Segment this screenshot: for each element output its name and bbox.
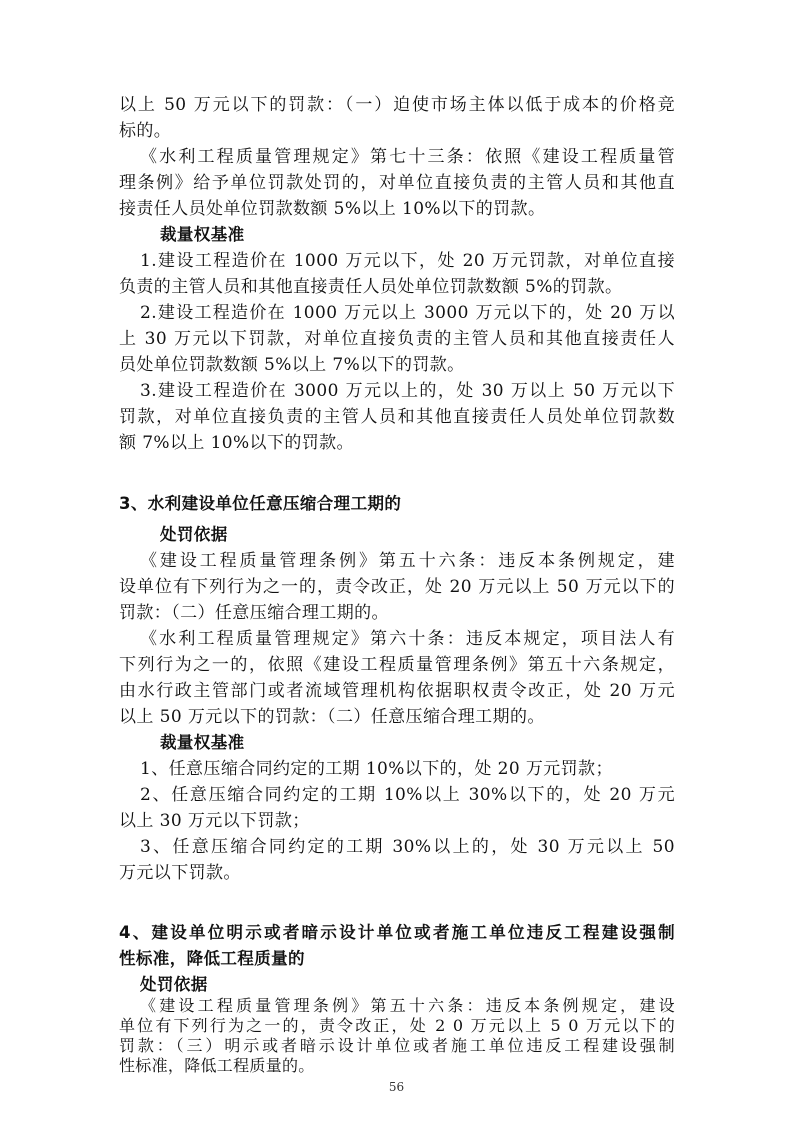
- section-heading: 性标准，降低工程质量的: [119, 949, 305, 968]
- text-line: 万元以下罚款。: [119, 863, 241, 883]
- text-line: 标的。: [119, 121, 172, 141]
- section-heading: 3、水利建设单位任意压缩合理工期的: [119, 494, 402, 513]
- section-heading: 4、建设单位明示或者暗示设计单位或者施工单位违反工程建设强制: [119, 923, 675, 942]
- subheading: 裁量权基准: [160, 733, 245, 752]
- text-line: 2、任意压缩合同约定的工期 10%以上 30%以下的，处 20 万元: [140, 785, 675, 805]
- text-line: 负责的主管人员和其他直接责任人员处单位罚款数额 5%的罚款。: [119, 277, 623, 297]
- text-line: 罚款：（三）明示或者暗示设计单位或者施工单位违反工程建设强制: [119, 1036, 675, 1055]
- text-line: 《建设工程质量管理条例》第五十六条：违反本条例规定，建设: [140, 996, 675, 1015]
- text-line: 以上 50 万元以下的罚款：（一）迫使市场主体以低于成本的价格竞: [119, 95, 675, 115]
- text-line: 3、任意压缩合同约定的工期 30%以上的，处 30 万元以上 50: [140, 837, 675, 857]
- text-line: 《水利工程质量管理规定》第七十三条：依照《建设工程质量管: [140, 147, 675, 167]
- text-line: 理条例》给予单位罚款处罚的，对单位直接负责的主管人员和其他直: [119, 173, 675, 193]
- text-line: 《建设工程质量管理条例》第五十六条：违反本条例规定，建: [140, 551, 675, 571]
- text-line: 由水行政主管部门或者流域管理机构依据职权责令改正，处 20 万元: [119, 681, 675, 701]
- text-line: 上 30 万元以下罚款，对单位直接负责的主管人员和其他直接责任人: [119, 329, 675, 349]
- text-line: 员处单位罚款数额 5%以上 7%以下的罚款。: [119, 355, 465, 375]
- text-line: 设单位有下列行为之一的，责令改正，处 20 万元以上 50 万元以下的: [119, 577, 675, 597]
- text-line: 额 7%以上 10%以下的罚款。: [119, 433, 354, 453]
- text-line: 以上 30 万元以下罚款；: [119, 811, 310, 831]
- text-line: 《水利工程质量管理规定》第六十条：违反本规定，项目法人有: [140, 629, 675, 649]
- text-line: 罚款，对单位直接负责的主管人员和其他直接责任人员处单位罚款数: [119, 407, 675, 427]
- text-line: 罚款：（二）任意压缩合理工期的。: [119, 603, 389, 623]
- text-line: 单位有下列行为之一的，责令改正，处 2 0 万元以上 5 0 万元以下的: [119, 1016, 675, 1035]
- text-line: 以上 50 万元以下的罚款：（二）任意压缩合理工期的。: [119, 707, 545, 727]
- text-line: 2.建设工程造价在 1000 万元以上 3000 万元以下的，处 20 万以: [140, 303, 675, 323]
- text-line: 1.建设工程造价在 1000 万元以下，处 20 万元罚款，对单位直接: [140, 251, 675, 271]
- subheading: 裁量权基准: [160, 225, 245, 244]
- page-number: 56: [388, 1080, 405, 1094]
- subheading: 处罚依据: [160, 525, 228, 544]
- text-line: 接责任人员处单位罚款数额 5%以上 10%以下的罚款。: [119, 199, 546, 219]
- text-line: 性标准，降低工程质量的。: [119, 1056, 315, 1075]
- subheading: 处罚依据: [140, 975, 208, 994]
- text-line: 3.建设工程造价在 3000 万元以上的，处 30 万以上 50 万元以下: [140, 381, 675, 401]
- text-line: 1、任意压缩合同约定的工期 10%以下的，处 20 万元罚款；: [140, 759, 613, 779]
- text-line: 下列行为之一的，依照《建设工程质量管理条例》第五十六条规定，: [119, 655, 675, 675]
